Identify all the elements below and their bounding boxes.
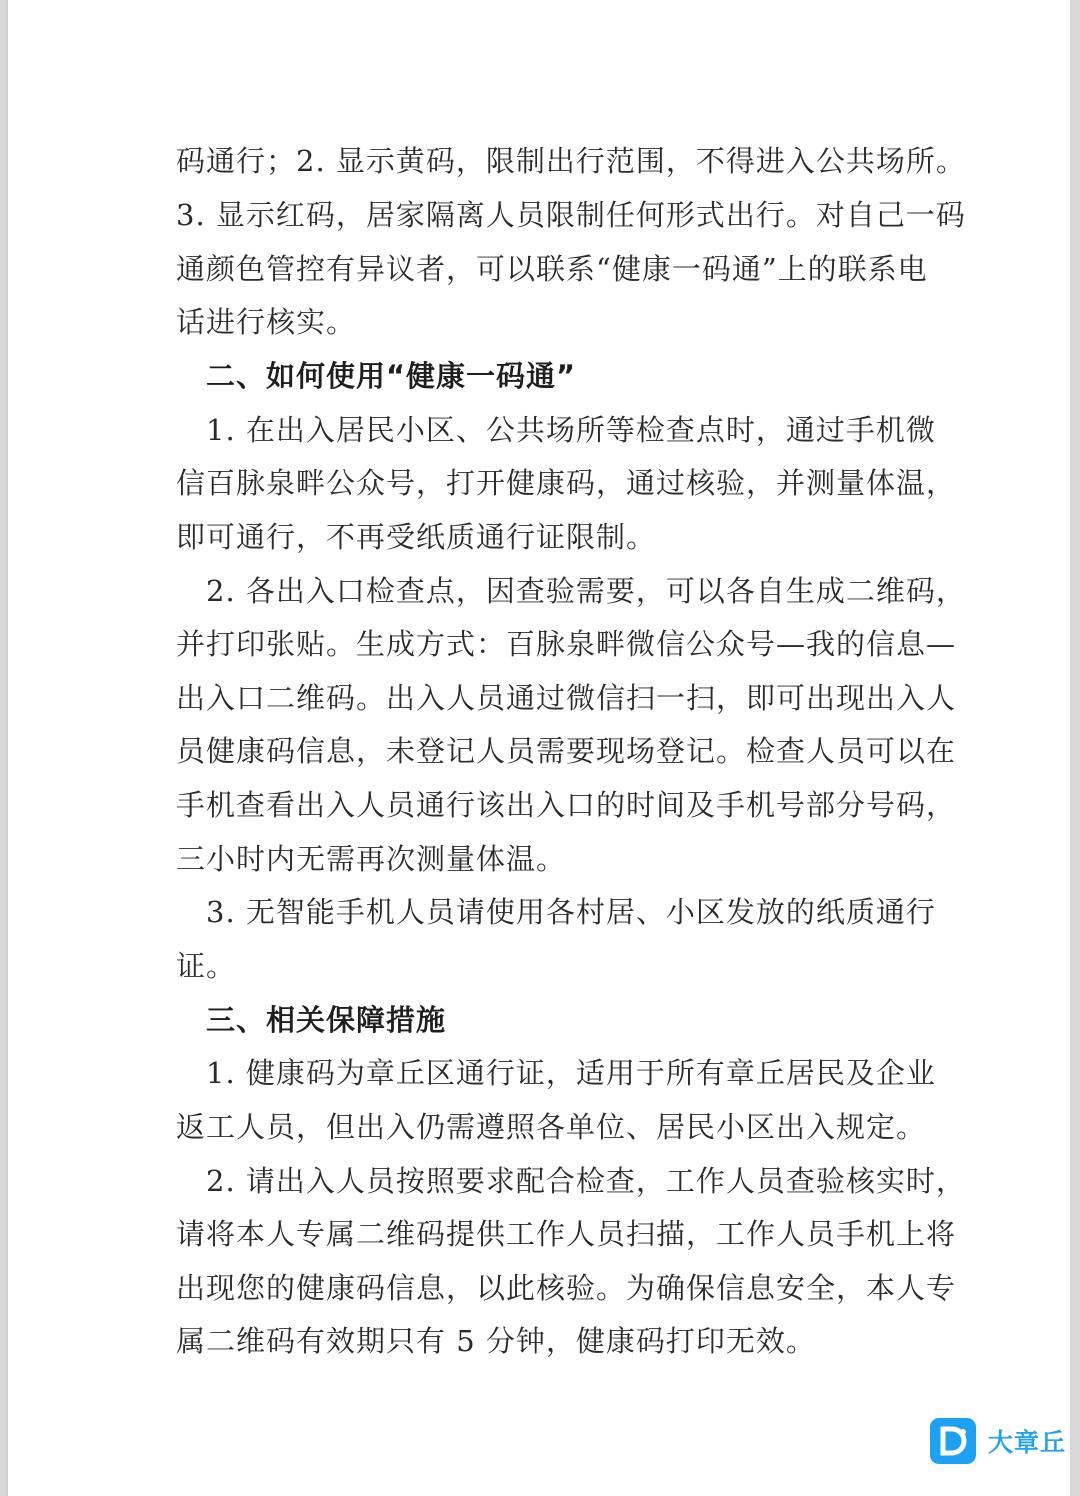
text-line: 并打印张贴。生成方式：百脉泉畔微信公众号—我的信息— (176, 627, 957, 661)
text-line: 码通行；2. 显示黄码，限制出行范围，不得进入公共场所。 (176, 144, 966, 178)
text-line: 请将本人专属二维码提供工作人员扫描，工作人员手机上将 (176, 1217, 957, 1251)
text-line: 手机查看出入人员通行该出入口的时间及手机号部分号码， (176, 788, 957, 822)
text-line: 员健康码信息，未登记人员需要现场登记。检查人员可以在 (176, 734, 957, 768)
text-line: 三小时内无需再次测量体温。 (176, 842, 567, 876)
text-line: 信百脉泉畔公众号，打开健康码，通过核验，并测量体温， (176, 466, 957, 500)
text-line: 出现您的健康码信息，以此核验。为确保信息安全，本人专 (176, 1271, 957, 1305)
brand-logo-icon (930, 1418, 976, 1464)
text-line: 2. 各出入口检查点，因查验需要，可以各自生成二维码， (176, 574, 966, 608)
viewer-frame-right (1070, 0, 1080, 1496)
text-line: 返工人员，但出入仍需遵照各单位、居民小区出入规定。 (176, 1110, 927, 1144)
document-page (8, 0, 1070, 1496)
text-line: 3. 显示红码，居家隔离人员限制任何形式出行。对自己一码 (176, 198, 966, 232)
viewer-frame-left (0, 0, 8, 1496)
text-line: 证。 (176, 949, 237, 983)
text-line: 1. 在出入居民小区、公共场所等检查点时，通过手机微 (176, 413, 936, 447)
text-line: 3. 无智能手机人员请使用各村居、小区发放的纸质通行 (176, 895, 936, 929)
text-line: 出入口二维码。出入人员通过微信扫一扫，即可出现出入人 (176, 681, 957, 715)
text-line: 属二维码有效期只有 5 分钟，健康码打印无效。 (176, 1324, 816, 1358)
text-line: 话进行核实。 (176, 305, 357, 339)
text-line: 2. 请出入人员按照要求配合检查，工作人员查验核实时， (176, 1164, 966, 1198)
text-line: 即可通行，不再受纸质通行证限制。 (176, 520, 657, 554)
watermark (930, 1418, 1066, 1464)
text-line: 1. 健康码为章丘区通行证，适用于所有章丘居民及企业 (176, 1056, 936, 1090)
section-heading-2: 二、如何使用“健康一码通” (176, 359, 577, 393)
text-line: 通颜色管控有异议者，可以联系“健康一码通”上的联系电 (176, 252, 928, 286)
watermark-text: 大章丘 (988, 1428, 1067, 1457)
section-heading-3: 三、相关保障措施 (176, 1003, 447, 1037)
